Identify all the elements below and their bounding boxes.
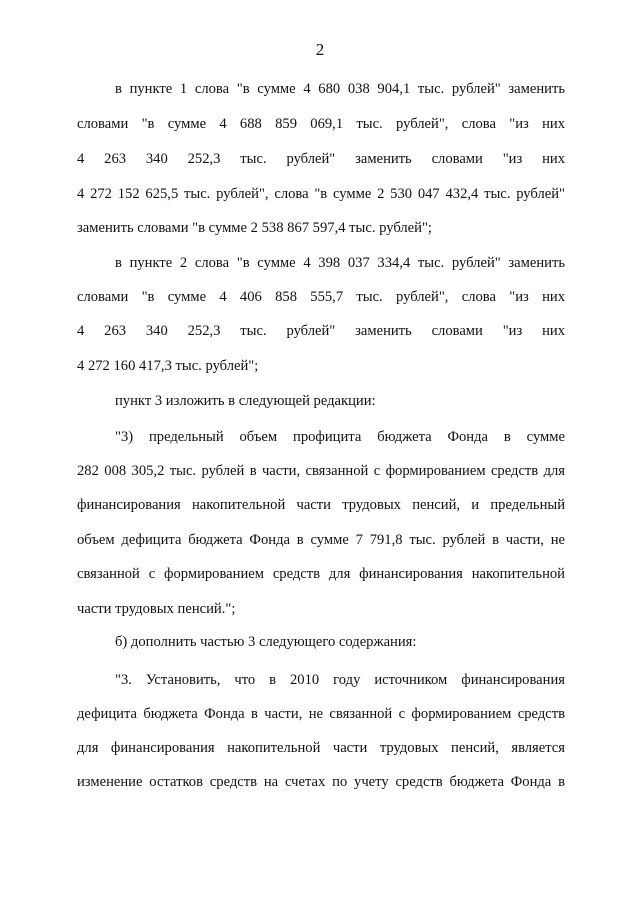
text-line: пункт 3 изложить в следующей редакции: [115,393,376,409]
text-line: заменить словами "в сумме 2 538 867 597,4 тыс. рублей"; [77,220,432,236]
text-line: 282 008 305,2 тыс. рублей в части, связанной с формированием средств для [77,463,565,479]
text-line: 4 263 340 252,3 тыс. рублей" заменить словами "из них [77,323,565,339]
text-line: изменение остатков средств на счетах по учету средств бюджета Фонда в [77,774,565,790]
text-line: связанной с формированием средств для финансирования накопительной [77,566,565,582]
page-number: 2 [315,40,325,59]
text-line: 4 263 340 252,3 тыс. рублей" заменить словами "из них [77,151,565,167]
text-line: 4 272 160 417,3 тыс. рублей"; [77,358,259,374]
text-line: словами "в сумме 4 688 859 069,1 тыс. рублей", слова "из них [77,116,565,132]
text-line: "3) предельный объем профицита бюджета Фонда в сумме [115,429,565,445]
text-line: части трудовых пенсий."; [77,601,236,617]
text-line: "3. Установить, что в 2010 году источником финансирования [115,672,565,688]
text-line: б) дополнить частью 3 следующего содержания: [115,634,417,650]
text-line: 4 272 152 625,5 тыс. рублей", слова "в сумме 2 530 047 432,4 тыс. рублей" [77,186,565,202]
text-line: для финансирования накопительной части трудовых пенсий, является [77,740,565,756]
text-line: дефицита бюджета Фонда в части, не связанной с формированием средств [77,706,565,722]
text-line: в пункте 2 слова "в сумме 4 398 037 334,4 тыс. рублей" заменить [115,255,565,271]
text-line: в пункте 1 слова "в сумме 4 680 038 904,1 тыс. рублей" заменить [115,81,565,97]
text-line: финансирования накопительной части трудовых пенсий, и предельный [77,497,565,513]
text-line: объем дефицита бюджета Фонда в сумме 7 791,8 тыс. рублей в части, не [77,532,565,548]
text-line: словами "в сумме 4 406 858 555,7 тыс. рублей", слова "из них [77,289,565,305]
